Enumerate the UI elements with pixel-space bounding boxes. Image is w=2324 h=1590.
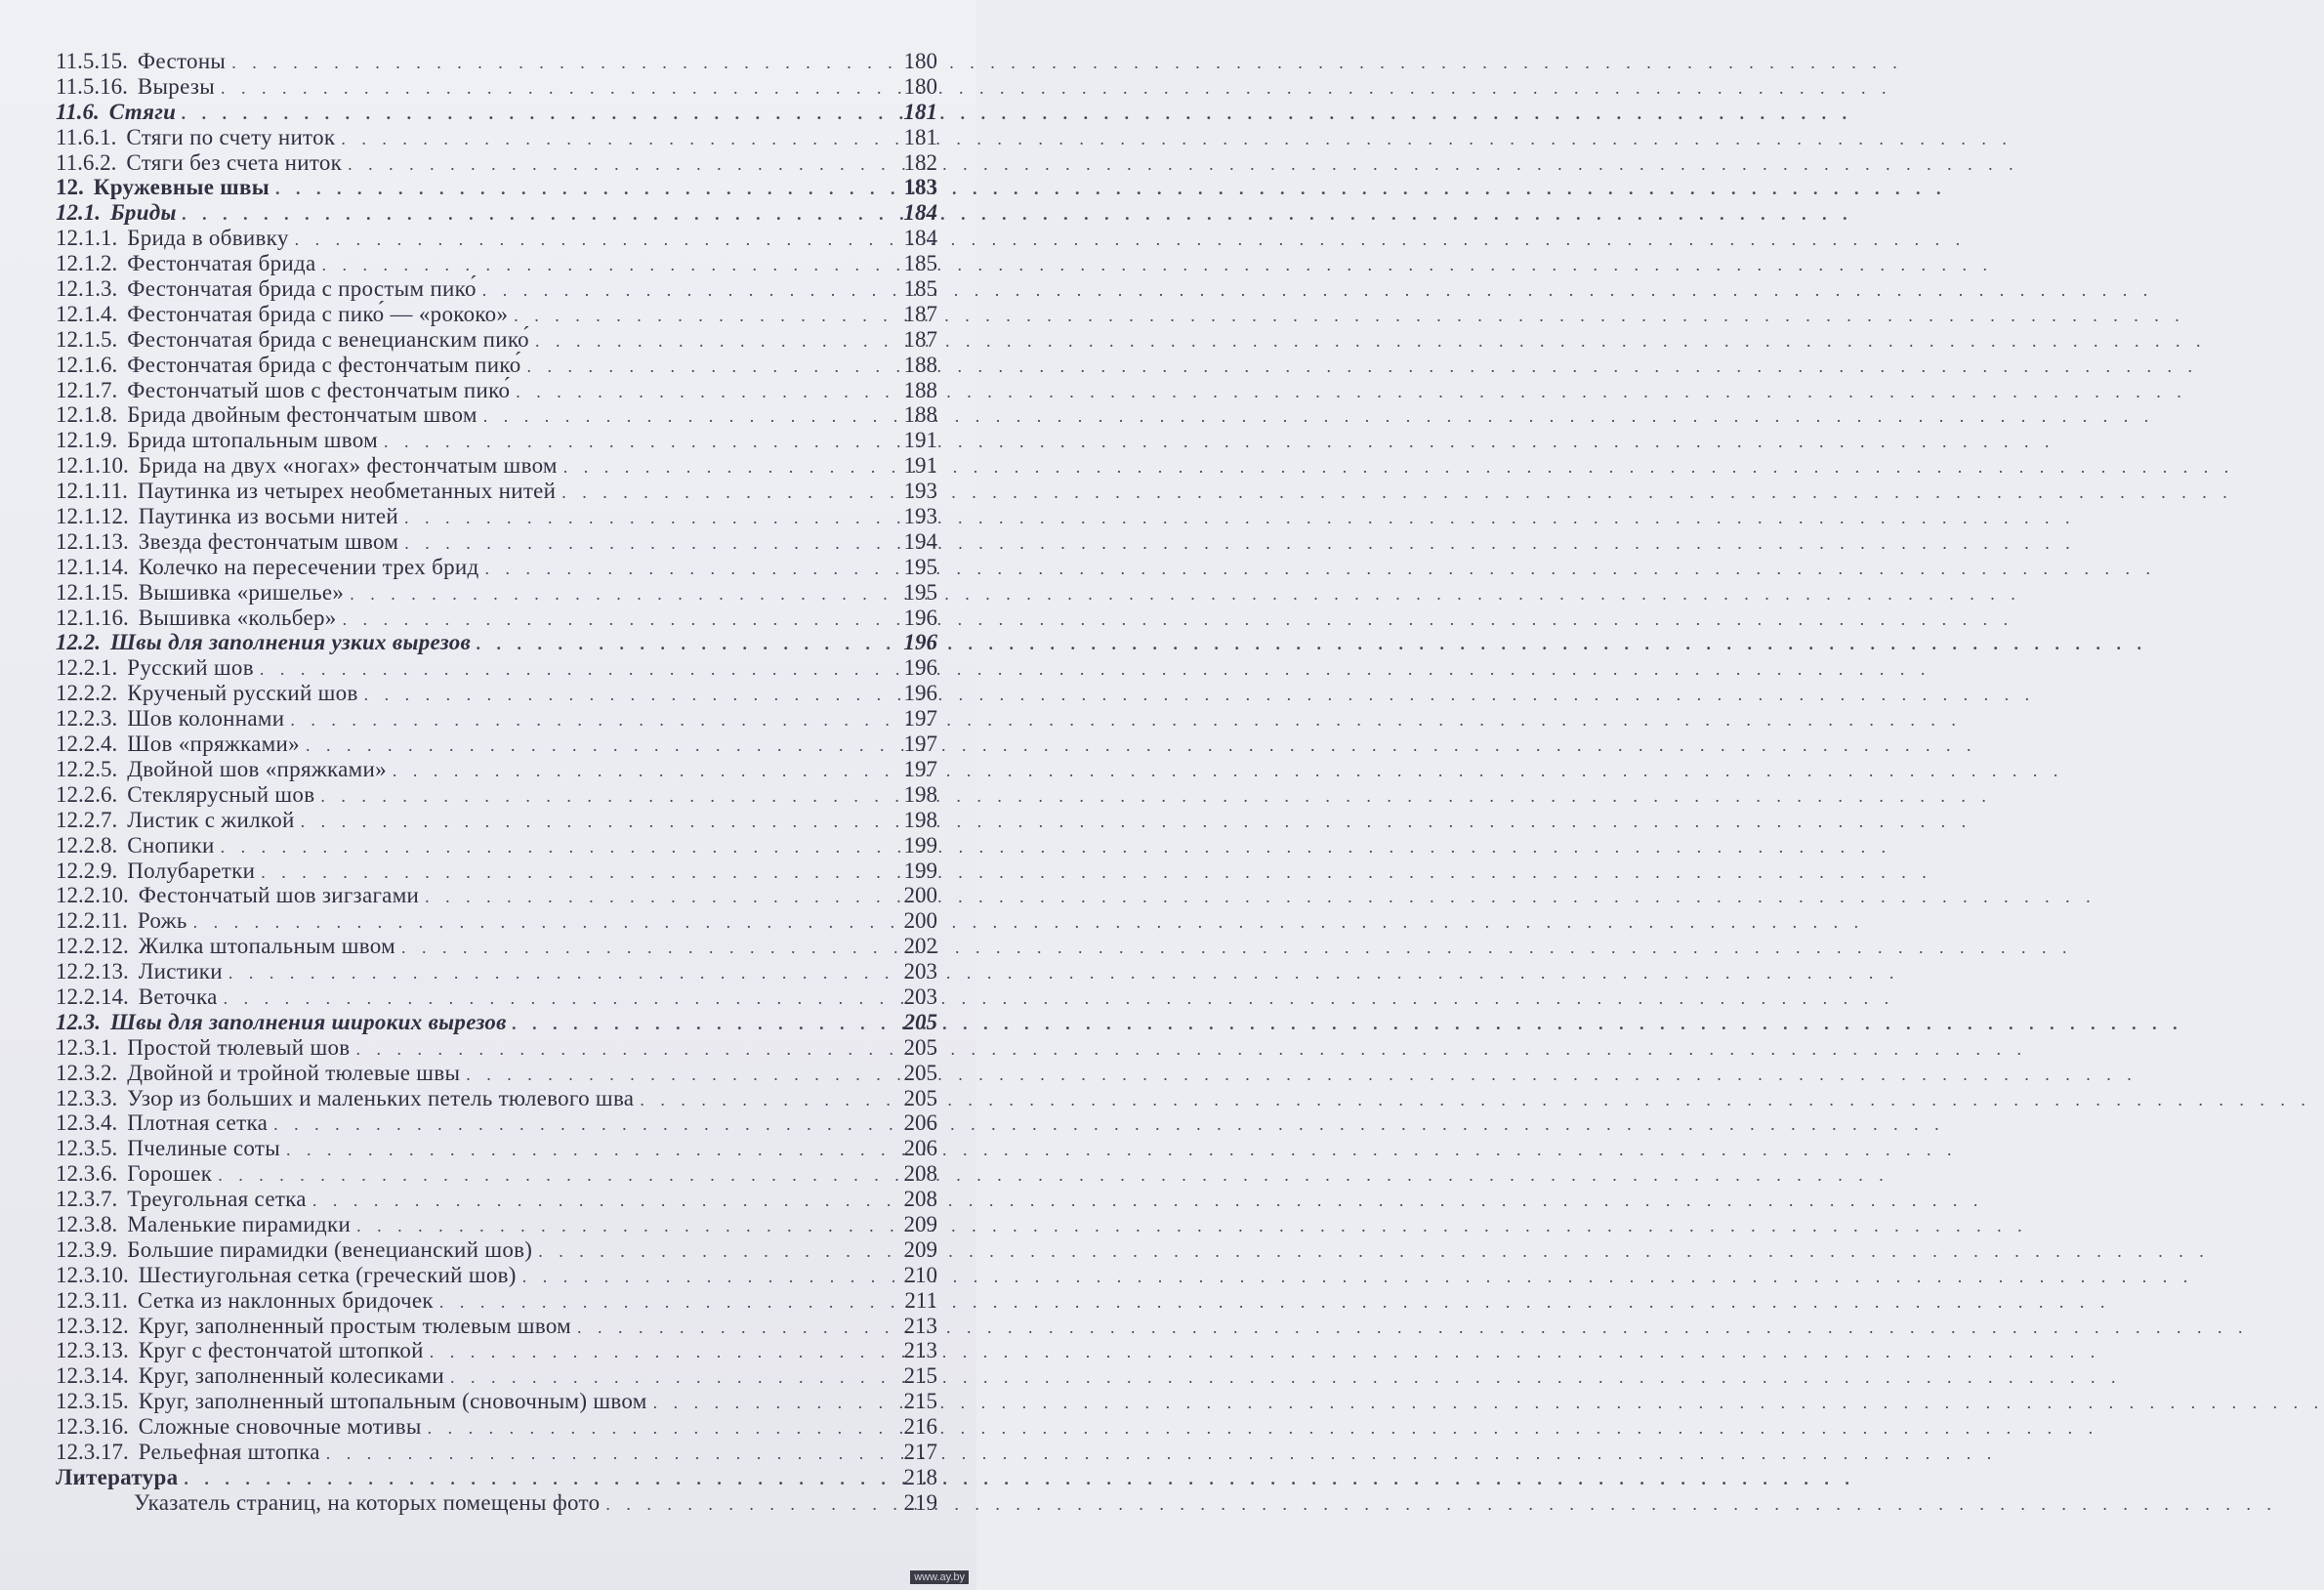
toc-entry-title: Простой тюлевый шов [127,1034,351,1060]
toc-entry-title: Фестоны [137,49,227,73]
toc-entry-page: 200 [903,883,937,908]
toc-entry-number: 12.2.11. [56,908,128,934]
toc-entry-number: 12.1. [56,200,101,226]
watermark: www.ay.by [910,1570,969,1584]
dot-leader [312,1189,885,1214]
toc-entry-title: Фестончатый шов с фестончатым пико́ [127,377,511,402]
toc-entry-title: Маленькие пирамидки [127,1211,352,1236]
toc-entry-title: Фестончатая брида с фестончатым пико́ [127,352,521,377]
toc-entry-page: 180 [903,49,937,73]
toc-entry-number: 12.1.11. [56,479,128,504]
toc-entry-page: 216 [903,1414,937,1440]
dot-leader [350,582,885,607]
toc-entry-title: Горошек [127,1161,213,1187]
toc-entry-page: 193 [903,504,937,529]
toc-entry-page: 191 [903,428,937,453]
dot-leader [301,810,885,835]
toc-entry-title: Сетка из наклонных бридочек [137,1287,434,1313]
toc-entry-title: Указатель страниц, на которых помещены фото [134,1489,601,1515]
toc-entry-title: Снопики [127,832,215,858]
toc-entry-number: 12.1.15. [56,579,129,605]
dot-leader [306,733,885,759]
dot-leader [428,1416,885,1442]
toc-entry [56,529,937,555]
dot-leader [477,632,885,657]
toc-entry-title: Плотная сетка [127,1110,269,1136]
dot-leader [273,1112,885,1138]
dot-leader [538,1239,885,1265]
toc-entry-title: Стяги без счета ниток [126,149,343,175]
toc-entry [56,378,937,403]
toc-entry [56,630,937,655]
toc-entry-page: 213 [903,1338,937,1363]
toc-entry [56,858,937,884]
toc-entry [56,1110,937,1136]
toc-entry [56,1465,937,1490]
toc-entry-number: 12.1.7. [56,377,118,402]
toc-entry-number: 12. [56,175,84,200]
dot-leader [513,1012,885,1037]
dot-leader [516,380,885,405]
toc-entry-page: 183 [903,175,937,200]
toc-entry-title: Швы для заполнения узких вырезов [110,630,472,655]
toc-entry-number: 12.3. [56,1009,101,1034]
dot-leader [193,910,885,936]
dot-leader [430,1340,885,1365]
dot-leader [341,127,885,152]
toc-entry-number: 12.2.10. [56,883,129,908]
toc-entry-number: 12.2.8. [56,832,118,858]
toc-entry-page: 205 [903,1009,937,1034]
dot-leader [535,329,885,355]
toc-entry [56,1338,937,1363]
toc-entry-number: 12.2.2. [56,681,118,706]
toc-entry-page: 188 [903,402,937,428]
dot-leader [393,759,885,784]
toc-entry-title: Вырезы [137,73,216,99]
dot-leader [514,304,885,329]
toc-entry [56,1010,937,1035]
toc-entry-title: Узор из больших и маленьких петель тюлевого шва [127,1085,635,1110]
toc-entry-title: Бриды [110,200,177,226]
toc-entry-title: Паутинка из восьми нитей [138,504,398,529]
toc-entry-page: 205 [903,1060,937,1085]
toc-entry [56,1389,937,1414]
toc-entry-number: 12.3.8. [56,1211,118,1236]
toc-entry-number: 12.1.1. [56,226,118,251]
dot-leader [183,202,885,228]
book-page [0,0,976,1590]
toc-entry-page: 208 [903,1187,937,1212]
toc-entry-page: 198 [903,807,937,832]
toc-entry-title: Полубаретки [127,858,256,883]
dot-leader [295,228,885,253]
dot-leader [184,1467,885,1492]
toc-entry-page: 197 [903,756,937,781]
toc-entry-number: 11.5.15. [56,49,128,73]
toc-entry-title: Вышивка «ришелье» [138,579,345,605]
toc-entry-title: Паутинка из четырех необметанных нитей [137,479,557,504]
toc-entry-number: 11.6.1. [56,124,117,149]
toc-entry [56,504,937,529]
dot-leader [404,531,885,557]
dot-leader [485,557,885,582]
toc-entry-page: 219 [903,1489,937,1515]
dot-leader [522,1265,885,1290]
toc-entry [56,74,937,100]
toc-entry-number: 11.6.2. [56,149,117,175]
toc-entry [56,150,937,176]
dot-leader [563,455,885,481]
toc-entry [56,1263,937,1288]
toc-entry-page: 180 [903,73,937,99]
toc-entry [56,226,937,251]
toc-entry-title: Сложные сновочные мотивы [138,1414,422,1440]
toc-entry-title: Круг, заполненный простым тюлевым швом [138,1313,572,1338]
toc-entry-number: 11.5.16. [56,73,128,99]
toc-entry-title: Шов колоннами [127,706,285,732]
toc-entry-title: Рожь [137,908,187,934]
toc-entry-title: Большие пирамидки (венецианский шов) [127,1236,533,1262]
dot-leader [320,784,885,810]
toc-entry-title: Круг с фестончатой штопкой [138,1338,424,1363]
toc-entry-number: 12.2.6. [56,781,118,807]
dot-leader [260,657,885,683]
toc-entry-number: 12.1.4. [56,301,118,326]
toc-entry-page: 210 [903,1262,937,1287]
toc-entry-number: 12.3.16. [56,1414,129,1440]
dot-leader [286,1138,885,1163]
toc-entry-page: 196 [903,655,937,681]
toc-entry-title: Жилка штопальным швом [138,934,395,959]
dot-leader [577,1316,885,1341]
toc-entry-number: 12.1.13. [56,528,129,554]
dot-leader [182,102,885,127]
toc-entry-page: 181 [903,99,937,124]
toc-entry-number: 12.1.9. [56,428,118,453]
toc-entry-page: 206 [903,1136,937,1161]
dot-leader [404,506,885,531]
toc-entry-title: Русский шов [127,655,254,681]
toc-entry-title: Стяги по счету ниток [126,124,336,149]
toc-entry-page: 184 [903,226,937,251]
toc-entry-page: 196 [903,630,937,655]
toc-entry-number: 12.2.5. [56,756,118,781]
dot-leader [355,1037,885,1063]
toc-entry [56,1314,937,1339]
toc-entry-page: 217 [903,1439,937,1464]
toc-entry-title: Листик с жилкой [127,807,295,832]
toc-entry [56,353,937,378]
toc-entry [56,125,937,150]
toc-entry-page: 188 [903,377,937,402]
toc-entry-number: 12.1.3. [56,276,118,302]
toc-entry-number: 12.1.6. [56,352,118,377]
toc-entry [56,706,937,732]
toc-entry [56,655,937,681]
toc-entry-title: Круг, заполненный штопальным (сновочным) швом [138,1389,647,1414]
toc-entry-title: Шов «пряжками» [127,732,300,757]
dot-leader [364,683,885,708]
toc-entry-title: Вышивка «кольбер» [138,605,337,630]
dot-leader [466,1063,885,1088]
toc-entry-page: 209 [903,1211,937,1236]
toc-entry [56,402,937,428]
toc-entry-number: 12.3.2. [56,1060,118,1085]
toc-entry [56,883,937,908]
toc-entry-page: 185 [903,276,937,302]
toc-entry-number: 12.1.10. [56,453,129,479]
toc-entry-page: 195 [903,579,937,605]
toc-entry-page: 182 [903,149,937,175]
toc-entry-page: 187 [903,301,937,326]
dot-leader [605,1492,885,1518]
dot-leader [425,885,885,910]
toc-entry-title: Фестончатая брида с венецианским пико́ [127,326,529,352]
toc-entry [56,681,937,706]
toc-entry-page: 202 [903,934,937,959]
toc-entry-title: Фестончатая брида с простым пико́ [127,276,477,302]
toc-entry [56,833,937,858]
toc-entry-number: 12.3.7. [56,1187,118,1212]
dot-leader [439,1290,885,1316]
toc-entry-page: 200 [903,908,937,934]
toc-entry-number: 12.3.11. [56,1287,128,1313]
toc-entry-number: 12.2.12. [56,934,129,959]
toc-entry-number: 12.2. [56,630,101,655]
toc-entry-page: 208 [903,1161,937,1187]
toc-entry-page: 188 [903,352,937,377]
toc-entry [56,1440,937,1465]
toc-entry-number: 12.3.10. [56,1262,129,1287]
toc-entry-page: 206 [903,1110,937,1136]
toc-entry-title: Веточка [138,983,218,1009]
toc-entry [56,1288,937,1314]
toc-entry [56,428,937,453]
toc-entry [56,782,937,808]
toc-entry-title: Круг, заполненный колесиками [138,1363,445,1389]
toc-entry-number: 12.2.14. [56,983,129,1009]
toc-entry-title: Брида двойным фестончатым швом [127,402,477,428]
toc-entry-page: 199 [903,832,937,858]
toc-entry [56,100,937,125]
toc-entry-number: 12.3.14. [56,1363,129,1389]
toc-entry-page: 209 [903,1236,937,1262]
dot-leader [224,986,885,1012]
toc-entry-page: 193 [903,479,937,504]
dot-leader [218,1163,885,1189]
toc-entry [56,757,937,782]
toc-entry-title: Колечко на пересечении трех брид [138,554,479,579]
dot-leader [348,152,885,178]
toc-entry-number: 12.2.4. [56,732,118,757]
toc-entry [56,1490,937,1516]
dot-leader [275,177,885,202]
toc-entry-title: Брида на двух «ногах» фестончатым швом [138,453,558,479]
toc-entry-page: 191 [903,453,937,479]
toc-entry [56,251,937,276]
toc-entry [56,1414,937,1440]
toc-entry-number: 12.2.1. [56,655,118,681]
toc-entry-title: Двойной и тройной тюлевые швы [127,1060,461,1085]
toc-entry-number: 12.3.6. [56,1161,118,1187]
toc-entry-page: 194 [903,528,937,554]
toc-entry-title: Швы для заполнения широких вырезов [110,1009,507,1034]
toc-entry [56,808,937,833]
toc-entry-number: 12.3.3. [56,1085,118,1110]
table-of-contents [56,49,937,1516]
toc-entry-page: 215 [903,1389,937,1414]
dot-leader [356,1214,885,1239]
toc-entry-number: 12.2.7. [56,807,118,832]
toc-entry [56,200,937,226]
dot-leader [221,76,885,102]
toc-entry [56,1136,937,1161]
toc-entry [56,908,937,934]
toc-entry [56,555,937,580]
dot-leader [221,835,885,860]
toc-entry-title: Треугольная сетка [127,1187,307,1212]
toc-entry-number: 12.2.9. [56,858,118,883]
toc-entry-page: 198 [903,781,937,807]
toc-entry-title: Брида в обвивку [127,226,289,251]
toc-entry-page: 197 [903,732,937,757]
toc-entry-number: 12.2.13. [56,959,129,984]
toc-entry-page: 184 [903,200,937,226]
toc-entry-title: Пчелиные соты [127,1136,280,1161]
toc-entry [56,1212,937,1237]
toc-entry-page: 213 [903,1313,937,1338]
toc-entry-page: 185 [903,251,937,276]
toc-entry [56,1237,937,1263]
dot-leader [527,355,885,380]
toc-entry [56,580,937,606]
toc-entry [56,984,937,1010]
toc-entry-title: Фестончатая брида [127,251,316,276]
dot-leader [483,404,885,430]
toc-entry-title: Литература [56,1464,179,1489]
toc-entry-title: Двойной шов «пряжками» [127,756,387,781]
toc-entry-number: 12.3.12. [56,1313,129,1338]
toc-entry-page: 203 [903,983,937,1009]
toc-entry [56,1187,937,1212]
toc-entry-page: 187 [903,326,937,352]
toc-entry [56,959,937,984]
dot-leader [326,1442,885,1467]
toc-entry-number: 12.3.1. [56,1034,118,1060]
toc-entry-number: 12.3.15. [56,1389,129,1414]
toc-entry-title: Стяги [108,99,177,124]
toc-entry [56,175,937,200]
dot-leader [482,278,885,304]
toc-entry-title: Звезда фестончатым швом [138,528,399,554]
dot-leader [261,860,885,886]
dot-leader [343,607,885,633]
toc-entry-number: 12.2.3. [56,706,118,732]
toc-entry-number: 12.1.8. [56,402,118,428]
toc-entry-title: Рельефная штопка [138,1439,320,1464]
toc-entry-number: 12.1.16. [56,605,129,630]
dot-leader [290,708,885,733]
toc-entry-page: 203 [903,959,937,984]
toc-entry-number: 12.3.5. [56,1136,118,1161]
dot-leader [401,936,885,961]
dot-leader [228,961,885,986]
toc-entry [56,934,937,959]
toc-entry-page: 205 [903,1034,937,1060]
toc-entry [56,302,937,327]
toc-entry-number: 12.1.2. [56,251,118,276]
toc-entry [56,327,937,353]
toc-entry-title: Фестончатый шов зигзагами [138,883,420,908]
toc-entry-number: 12.3.17. [56,1439,129,1464]
toc-entry-title: Крученый русский шов [127,681,358,706]
toc-entry [56,1035,937,1061]
toc-entry [56,1061,937,1086]
toc-entry-title: Листики [138,959,223,984]
toc-entry-title: Кружевные швы [93,175,270,200]
toc-entry-page: 195 [903,554,937,579]
dot-leader [640,1088,885,1113]
toc-entry-title: Стеклярусный шов [127,781,315,807]
dot-leader [384,430,885,455]
toc-entry-page: 215 [903,1363,937,1389]
toc-entry [56,453,937,479]
toc-entry [56,732,937,757]
toc-entry-page: 218 [903,1464,937,1489]
toc-entry-page: 181 [903,124,937,149]
toc-entry-number: 11.6. [56,99,100,124]
dot-leader [450,1365,885,1391]
toc-entry [56,49,937,74]
toc-entry-page: 211 [904,1287,937,1313]
dot-leader [561,481,885,506]
dot-leader [322,253,885,278]
toc-entry-number: 12.1.5. [56,326,118,352]
toc-entry-title: Фестончатая брида с пико́ — «рококо» [127,301,509,326]
toc-entry [56,479,937,504]
toc-entry [56,1161,937,1187]
toc-entry [56,606,937,631]
dot-leader [231,51,885,76]
toc-entry-number: 12.1.14. [56,554,129,579]
toc-entry [56,1363,937,1389]
toc-entry-page: 199 [903,858,937,883]
toc-entry-page: 196 [903,605,937,630]
toc-entry-number: 12.1.12. [56,504,129,529]
toc-entry-title: Брида штопальным швом [127,428,378,453]
toc-entry-page: 196 [903,681,937,706]
toc-entry-page: 205 [903,1085,937,1110]
toc-entry [56,1086,937,1111]
toc-entry [56,276,937,302]
dot-leader [653,1391,885,1416]
toc-entry-number: 12.3.13. [56,1338,129,1363]
toc-entry-page: 197 [903,706,937,732]
toc-entry-number: 12.3.4. [56,1110,118,1136]
toc-entry-number: 12.3.9. [56,1236,118,1262]
toc-entry-title: Шестиугольная сетка (греческий шов) [138,1262,517,1287]
